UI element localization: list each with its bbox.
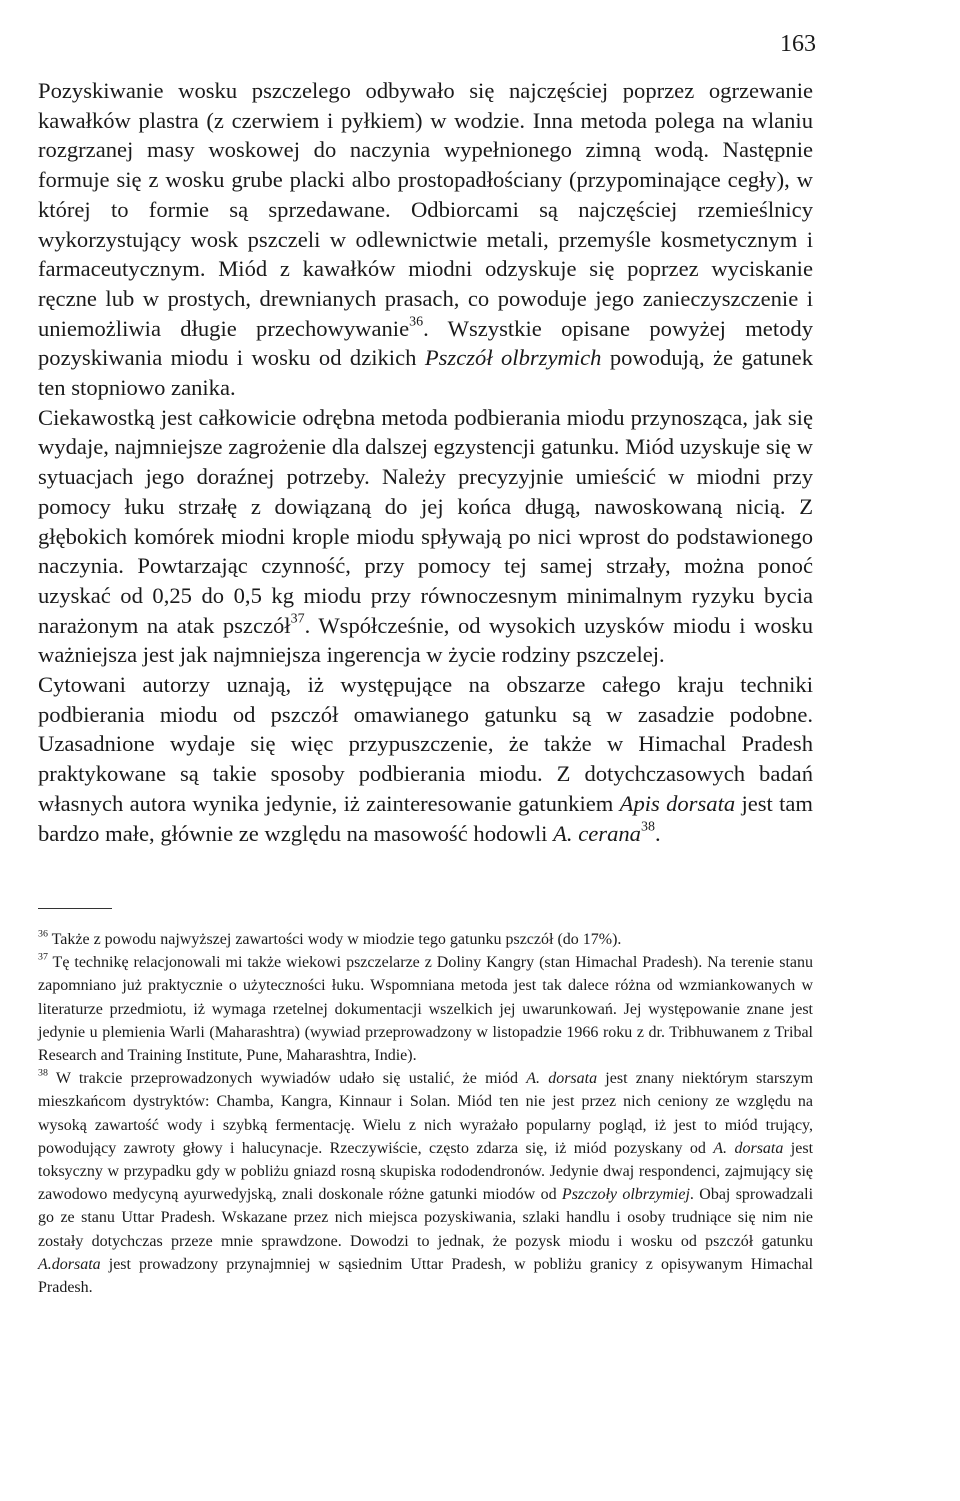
italic-text: A. dorsata xyxy=(526,1070,598,1088)
footnote-ref: 38 xyxy=(640,819,655,835)
footnote xyxy=(38,928,813,951)
footnote-ref: 37 xyxy=(38,951,48,963)
body-text xyxy=(38,76,813,848)
italic-text: A. dorsata xyxy=(713,1139,784,1157)
italic-text: Pszczoły olbrzymiej xyxy=(561,1186,690,1204)
footnote-ref: 38 xyxy=(38,1067,48,1079)
text-run: . Obaj sprowadzali go ze stanu Uttar Pradesh. Wskazane przez nich miejsca pozyskiwania, szlaki handlu i osoby trudniące się nim nie zostały dotychczas przeze mnie sprawdzone. Dowodzi to jednak, że pozysk miodu i wosku od pszczół gatunku xyxy=(38,1186,814,1250)
text-run: jest prowadzony przynajmniej w sąsiednim Uttar Pradesh, w pobliżu granicy z opisywanym Himachal Pradesh. xyxy=(38,1255,813,1297)
text-run: Pozyskiwanie wosku pszczelego odbywało się najczęściej poprzez ogrzewanie kawałków plastra (z czerwiem i pyłkiem) w wodzie. Inna metoda polega na wlaniu rozgrzanej masy woskowej do naczynia wypełnionego zimną wodą. Następnie formuje się z wosku grube placki albo prostopadłościany (przypominające cegły), w której to formie są sprzedawane. Odbiorcami są najczęściej rzemieślnicy wykorzystujący wosk pszczeli w odlewnictwie metali, przemyśle kosmetycznym i farmaceutycznym. Miód z kawałków miodni odzyskuje się poprzez wyciskanie ręczne lub w prostych, drewnianych prasach, co powoduje jego zanieczyszczenie i uniemożliwia długie przechowywanie xyxy=(38,78,813,341)
footnote-ref: 36 xyxy=(38,928,48,940)
page-number: 163 xyxy=(780,31,816,57)
text-run: . Wszystkie opisane powyżej metody pozyskiwania miodu i wosku od dzikich xyxy=(38,315,813,371)
text-run: jest tam bardzo małe, głównie ze względu na masowość hodowli xyxy=(38,790,813,846)
paragraph xyxy=(38,76,813,403)
footnote-ref: 36 xyxy=(409,314,424,330)
text-run: jest znany niektórym starszym mieszkańcom dystryktów: Chamba, Kangra, Kinnaur i Solan. Miód ten nie jest przez nich ceniony ze względu na wysoką zawartość wody i szybką fermentację. Wielu z nich wyrażało popularny pogląd, iż jest to miód trujący, powodujący zawroty głowy i halucynacje. Rzeczywiście, często zdarza się, iż miód pozyskany od xyxy=(38,1070,814,1157)
footnote xyxy=(38,1067,813,1299)
footnote xyxy=(38,951,813,1067)
footnote-separator xyxy=(38,908,112,909)
footnotes xyxy=(38,928,813,1299)
text-run: W trakcie przeprowadzonych wywiadów udało się ustalić, że miód xyxy=(47,1070,527,1088)
text-run: jest toksyczny w przypadku gdy w pobliżu gniazd rosną skupiska rododendronów. Jedynie dwaj respondenci, zajmujący się zawodowo medycyną ayurwedyjską, znali doskonale różne gatunki miodów od xyxy=(38,1139,814,1204)
text-run: . xyxy=(654,820,661,846)
text-run: Cytowani autorzy uznają, iż występujące na obszarze całego kraju techniki podbierania miodu od pszczół omawianego gatunku są w zasadzie podobne. Uzasadnione wydaje się więc przypuszczenie, że także w Himachal Pradesh praktykowane są takie sposoby podbierania miodu. Z dotychczasowych badań własnych autora wynika jedynie, iż zainteresowanie gatunkiem xyxy=(38,672,813,816)
italic-text: Pszczół olbrzymich xyxy=(424,345,602,371)
text-run: Ciekawostką jest całkowicie odrębna metoda podbierania miodu przynosząca, jak się wydaje, najmniejsze zagrożenie dla dalszej egzystencji gatunku. Miód uzyskuje się w sytuacjach jego doraźnej potrzeby. Należy precyzyjnie umieścić w miodni przy pomocy łuku strzałę z dowiązaną do jej końca długą, nawoskowaną nicią. Z głębokich komórek miodni krople miodu spływają po nici wprost do podstawionego naczynia. Powtarzając czynność, przy pomocy tej samej strzały, można ponoć uzyskać od 0,25 do 0,5 kg miodu przy równoczesnym minimalnym ryzyku bycia narażonym na atak pszczół xyxy=(38,404,813,638)
text-run: Tę technikę relacjonowali mi także wiekowi pszczelarze z Doliny Kangry (stan Himachal Pradesh). Na terenie stanu zapomniano już praktycznie o użyteczności łuku. Wspomniana metoda jest tak dalece różna od wzmiankowanych w literaturze przedmiotu, iż wymaga rzetelnej dokumentacji wszelkich jej uwarunkowań. Jej występowanie znane jest jedynie u plemienia Warli (Maharashtra) (wywiad przeprowadzony w listopadzie 1966 roku z dr. Tribhuwanem z Tribal Research and Training Institute, Pune, Maharashtra, Indie). xyxy=(38,954,813,1065)
paragraph xyxy=(38,670,813,848)
italic-text: A. cerana xyxy=(553,820,641,846)
paragraph xyxy=(38,403,813,670)
italic-text: Apis dorsata xyxy=(619,790,736,816)
text-run: . Współcześnie, od wysokich uzysków miodu i wosku ważniejsza jest jak najmniejsza ingerencja w życie rodziny pszczelej. xyxy=(38,612,814,668)
italic-text: A.dorsata xyxy=(38,1255,101,1273)
text-run: powodują, że gatunek ten stopniowo zanika. xyxy=(38,345,813,401)
text-run: Także z powodu najwyższej zawartości wody w miodzie tego gatunku pszczół (do 17%). xyxy=(47,931,622,948)
footnote-ref: 37 xyxy=(290,611,305,627)
